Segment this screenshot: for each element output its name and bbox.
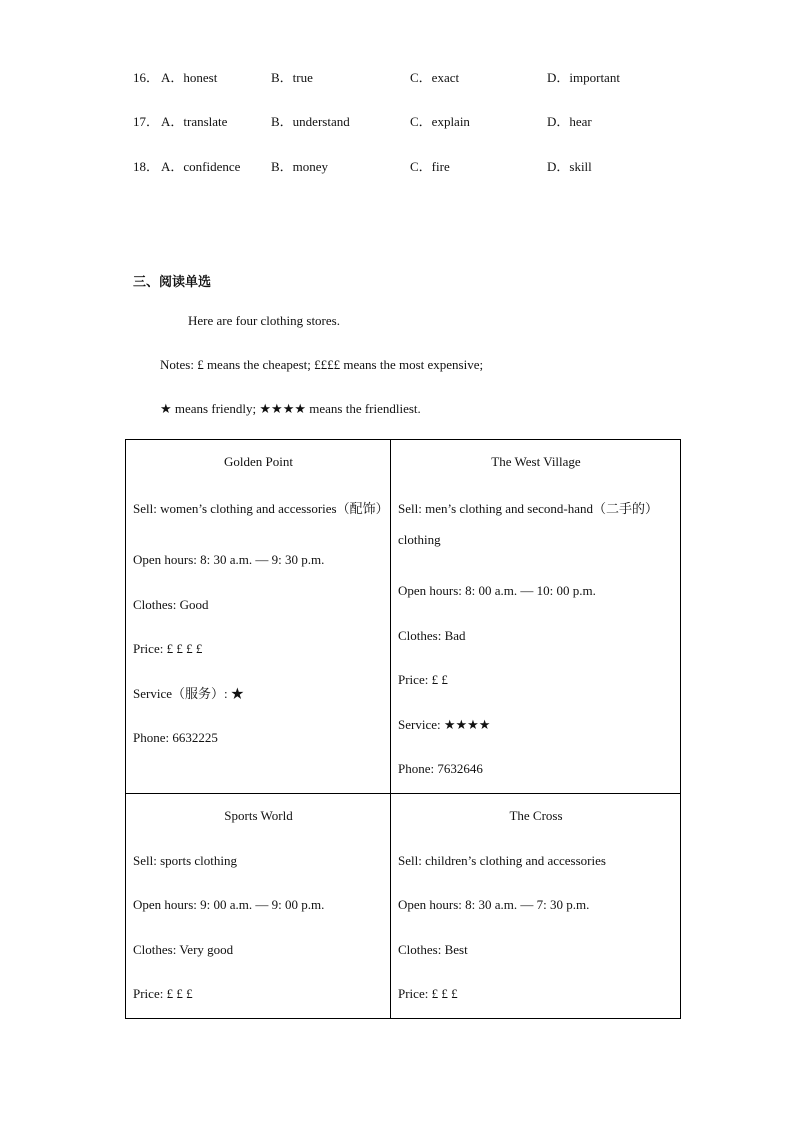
store-cell-the-cross: [391, 794, 681, 1019]
store-sell: Sell: women’s clothing and accessories（配饰）: [133, 501, 389, 516]
store-cell-golden-point: [126, 440, 391, 794]
option-b: B．understand: [271, 114, 350, 129]
store-clothes: Clothes: Good: [133, 596, 209, 612]
store-hours: Open hours: 8: 30 a.m. — 9: 30 p.m.: [133, 552, 325, 567]
store-price: Price: £ £ £ £: [133, 641, 203, 656]
option-a: A．confidence: [161, 159, 241, 174]
option-c: C．explain: [410, 114, 470, 129]
question-number: 18．: [133, 159, 160, 174]
store-sell: Sell: children’s clothing and accessories: [398, 852, 606, 868]
store-hours: Open hours: 9: 00 a.m. — 9: 00 p.m.: [133, 897, 325, 912]
option-b: B．money: [271, 159, 329, 174]
store-clothes: Clothes: Bad: [398, 627, 466, 643]
store-service: Service（服务）: ★: [133, 685, 244, 701]
option-c: C．exact: [410, 70, 460, 85]
section-title: 三、阅读单选: [133, 275, 212, 290]
table-row: [126, 440, 681, 794]
store-phone: Phone: 6632225: [133, 730, 218, 745]
question-16: [133, 67, 693, 87]
store-name: The Cross: [509, 808, 563, 823]
question-number: 16．: [133, 70, 160, 85]
option-b: B．true: [271, 70, 313, 85]
store-price: Price: £ £ £: [398, 986, 458, 1001]
stores-table: [125, 439, 681, 1019]
option-d: D．important: [547, 70, 620, 85]
option-a: A．honest: [161, 70, 218, 85]
store-cell-sports-world: [126, 794, 391, 1019]
option-d: D．skill: [547, 159, 592, 174]
option-d: D．hear: [547, 114, 592, 129]
question-17: [133, 111, 693, 131]
table-row: [126, 794, 681, 1019]
store-price: Price: £ £: [398, 672, 448, 687]
store-hours: Open hours: 8: 30 a.m. — 7: 30 p.m.: [398, 897, 590, 912]
store-sell: Sell: men’s clothing and second-hand（二手的）clothing: [398, 501, 658, 547]
notes-line-2: ★ means friendly; ★★★★ means the friendliest.: [160, 401, 421, 416]
store-clothes: Clothes: Best: [398, 941, 468, 957]
store-name: The West Village: [491, 454, 581, 469]
store-hours: Open hours: 8: 00 a.m. — 10: 00 p.m.: [398, 583, 596, 598]
store-sell: Sell: sports clothing: [133, 852, 237, 868]
question-18: [133, 156, 693, 176]
store-name: Golden Point: [224, 454, 293, 469]
store-clothes: Clothes: Very good: [133, 941, 234, 957]
option-a: A．translate: [161, 114, 228, 129]
notes-line-1: Notes: £ means the cheapest; ££££ means the most expensive;: [160, 357, 484, 372]
store-phone: Phone: 7632646: [398, 761, 483, 776]
store-service: Service: ★★★★: [398, 716, 491, 732]
option-c: C．fire: [410, 159, 450, 174]
store-price: Price: £ £ £: [133, 986, 193, 1001]
store-name: Sports World: [224, 808, 293, 823]
intro-text: Here are four clothing stores.: [188, 313, 340, 328]
question-number: 17．: [133, 114, 160, 129]
store-cell-west-village: [391, 440, 681, 794]
